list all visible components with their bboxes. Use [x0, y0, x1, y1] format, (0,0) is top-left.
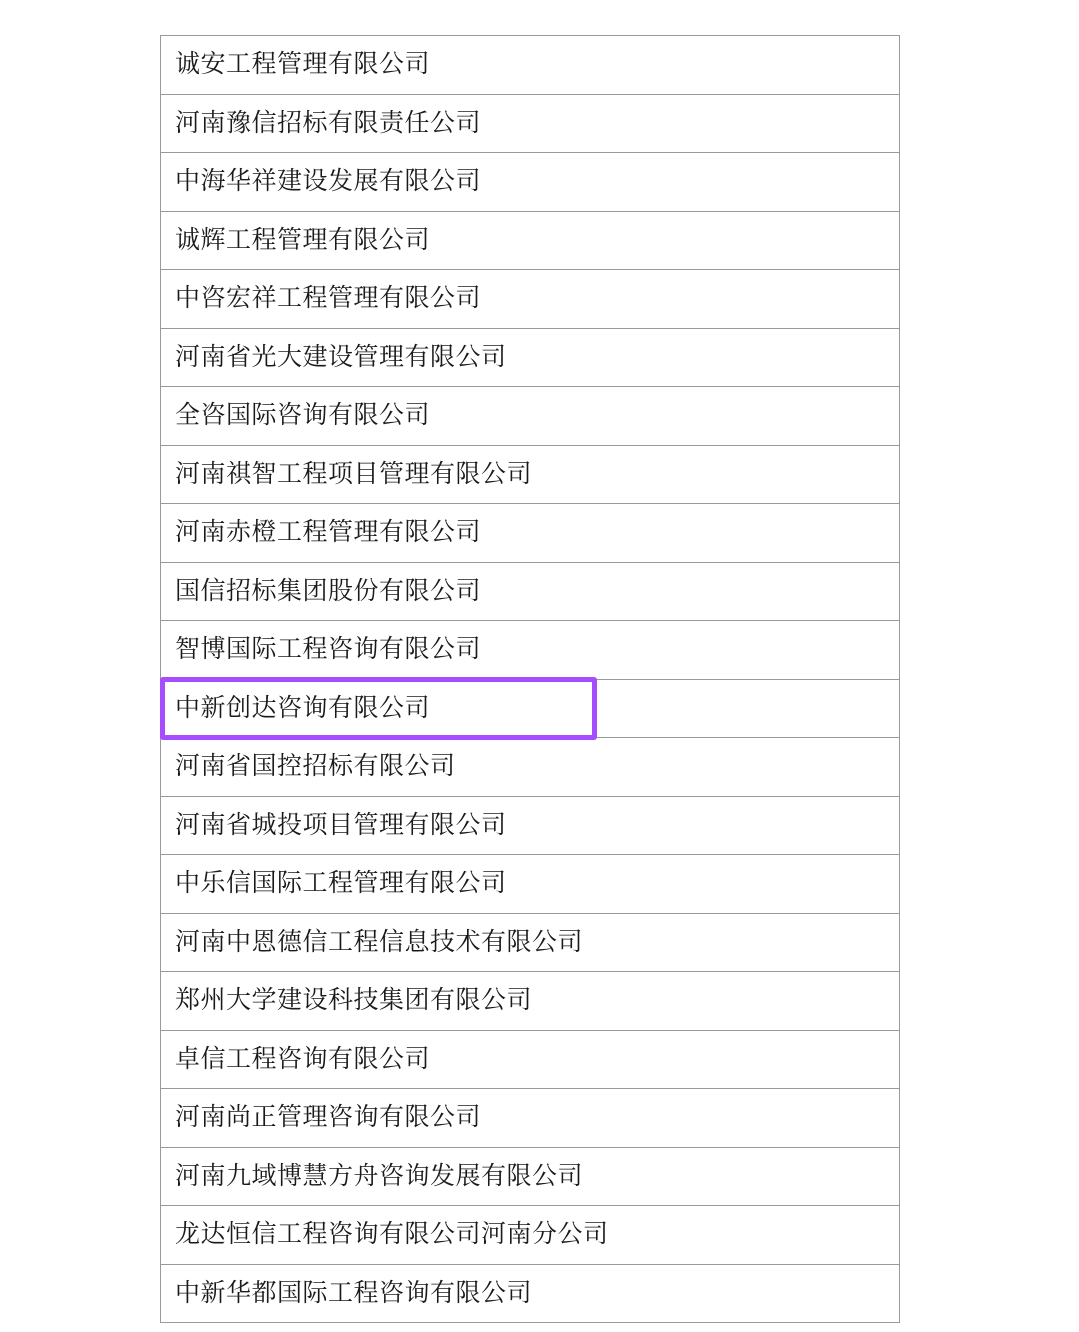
company-name-cell: 卓信工程咨询有限公司	[161, 1030, 900, 1089]
table-row	[161, 1264, 900, 1323]
company-name-cell: 国信招标集团股份有限公司	[161, 562, 900, 621]
table-row	[161, 270, 900, 329]
table-row	[161, 328, 900, 387]
table-row-highlighted	[161, 679, 900, 738]
company-name-cell-highlighted: 中新创达咨询有限公司	[161, 679, 900, 738]
company-name-cell: 中乐信国际工程管理有限公司	[161, 855, 900, 914]
table-row	[161, 562, 900, 621]
company-table	[160, 35, 900, 1323]
company-name-cell: 河南赤橙工程管理有限公司	[161, 504, 900, 563]
company-name-cell: 河南省国控招标有限公司	[161, 738, 900, 797]
company-name-cell: 河南省光大建设管理有限公司	[161, 328, 900, 387]
company-table-container	[160, 35, 900, 1323]
company-name-cell: 中咨宏祥工程管理有限公司	[161, 270, 900, 329]
table-row	[161, 855, 900, 914]
company-name-cell: 中新华都国际工程咨询有限公司	[161, 1264, 900, 1323]
company-name-cell: 河南省城投项目管理有限公司	[161, 796, 900, 855]
table-row	[161, 972, 900, 1031]
company-name-cell: 中海华祥建设发展有限公司	[161, 153, 900, 212]
company-name-cell: 河南中恩德信工程信息技术有限公司	[161, 913, 900, 972]
table-row	[161, 153, 900, 212]
table-row	[161, 913, 900, 972]
company-name-cell: 郑州大学建设科技集团有限公司	[161, 972, 900, 1031]
table-row	[161, 504, 900, 563]
table-row	[161, 796, 900, 855]
company-name-cell: 河南祺智工程项目管理有限公司	[161, 445, 900, 504]
table-row	[161, 738, 900, 797]
company-name-cell: 诚安工程管理有限公司	[161, 36, 900, 95]
table-row	[161, 1030, 900, 1089]
table-row	[161, 387, 900, 446]
table-row	[161, 211, 900, 270]
table-row	[161, 94, 900, 153]
table-row	[161, 36, 900, 95]
company-table-body	[161, 36, 900, 1323]
company-name-cell: 诚辉工程管理有限公司	[161, 211, 900, 270]
company-name-cell: 龙达恒信工程咨询有限公司河南分公司	[161, 1206, 900, 1265]
table-row	[161, 445, 900, 504]
table-row	[161, 1089, 900, 1148]
table-row	[161, 621, 900, 680]
company-name-cell: 河南尚正管理咨询有限公司	[161, 1089, 900, 1148]
company-name-cell: 智博国际工程咨询有限公司	[161, 621, 900, 680]
table-row	[161, 1206, 900, 1265]
company-name-cell: 河南豫信招标有限责任公司	[161, 94, 900, 153]
company-name-cell: 河南九域博慧方舟咨询发展有限公司	[161, 1147, 900, 1206]
company-name-cell: 全咨国际咨询有限公司	[161, 387, 900, 446]
table-row	[161, 1147, 900, 1206]
